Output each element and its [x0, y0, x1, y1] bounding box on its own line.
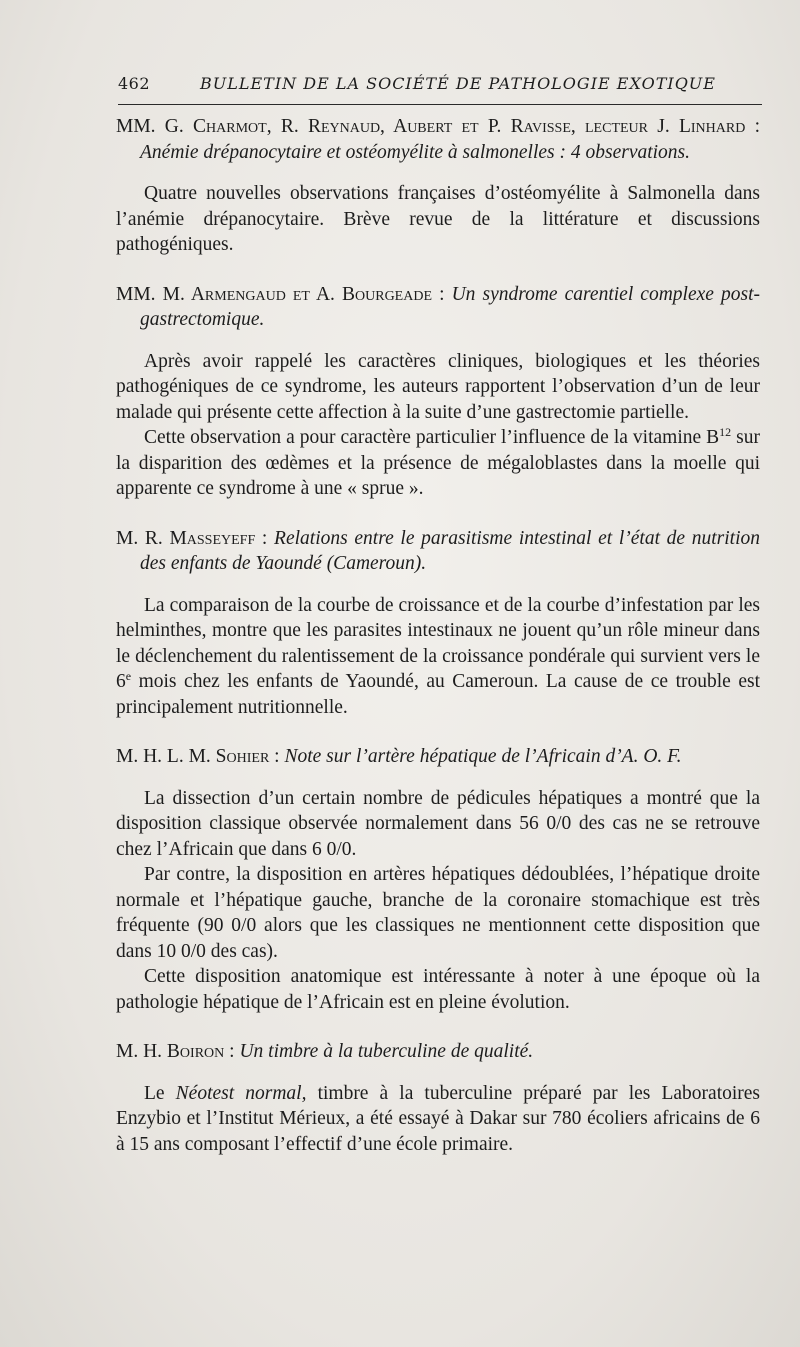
- entry-heading: [116, 526, 760, 577]
- paragraph-text: Le: [144, 1082, 165, 1104]
- communication-entry: [116, 114, 760, 258]
- entry-paragraph: Cette disposition anatomique est intéressante à noter à une époque où la pathologie hépatique de l’Africain est en pleine évolution.: [116, 966, 760, 1013]
- entry-heading: [116, 744, 760, 770]
- communication-entry: [116, 282, 760, 502]
- entry-authors: MM. M. Armengaud et A. Bourgeade :: [116, 283, 445, 305]
- entry-paragraph: La dissection d’un certain nombre de pédicules hépatiques a montré que la disposition classique observée normalement dans 56 0/0 des cas ne se retrouve chez l’Africain que dans 6 0/0.: [116, 787, 760, 860]
- entry-paragraph: [116, 1081, 760, 1158]
- article-body: [116, 114, 760, 1181]
- entry-heading: [116, 282, 760, 333]
- header-rule: [118, 104, 762, 105]
- communication-entry: [116, 744, 760, 1015]
- entry-title: Relations entre le parasitisme intestinal et l’état de nutrition des enfants de Yaoundé (Cameroun).: [140, 527, 761, 574]
- paragraph-text: mois chez les enfants de Yaoundé, au Cameroun. La cause de ce trouble est principalement nutritionnelle.: [116, 671, 760, 718]
- entry-title: Un syndrome carentiel complexe post-gastrectomique.: [140, 283, 760, 330]
- paragraph-text: La comparaison de la courbe de croissance et de la courbe d’infestation par les helminthes, montre que les parasites intestinaux ne jouent qu’un rôle mineur dans le déclenchement du ralentissement de la croissance pondérale qui survient vers le 6: [116, 594, 760, 692]
- entry-heading: [116, 114, 760, 165]
- entry-authors: M. H. Boiron :: [116, 1041, 235, 1062]
- running-header: [118, 74, 758, 104]
- entry-title: Un timbre à la tuberculine de qualité.: [239, 1041, 534, 1062]
- entry-authors: M. H. L. M. Sohier :: [116, 746, 280, 767]
- paragraph-text: sur la disparition des œdèmes et la présence de mégaloblastes dans la moelle qui apparente ce syndrome à une « sprue ».: [116, 427, 760, 499]
- entry-paragraph: Quatre nouvelles observations françaises d’ostéomyélite à Salmonella dans l’anémie drépanocytaire. Brève revue de la littérature et discussions pathogéniques.: [116, 183, 760, 255]
- entry-authors: M. R. Masseyeff :: [116, 527, 268, 549]
- communication-entry: [116, 526, 760, 721]
- entry-paragraph: Après avoir rappelé les caractères cliniques, biologiques et les théories pathogéniques de ce syndrome, les auteurs rapportent l’observation d’un de leur malade qui présente cette affection à la suite d’une gastrectomie partielle.: [116, 350, 760, 423]
- entry-authors: MM. G. Charmot, R. Reynaud, Aubert et P. Ravisse, lecteur J. Linhard :: [116, 116, 760, 137]
- superscript: 12: [719, 425, 732, 439]
- entry-paragraph: [116, 593, 760, 721]
- paragraph-text: timbre à la tuberculine préparé par les Laboratoires Enzybio et l’Institut Mérieux, a été essayé à Dakar sur 780 écoliers africains de 6 à 15 ans composant l’effectif d’une école primaire.: [116, 1082, 761, 1155]
- entry-heading: [116, 1039, 760, 1065]
- superscript: e: [125, 669, 132, 683]
- entry-title: Note sur l’artère hépatique de l’Africain d’A. O. F.: [284, 746, 682, 767]
- running-title: BULLETIN DE LA SOCIÉTÉ DE PATHOLOGIE EXOTIQUE: [200, 74, 716, 93]
- product-name: Néotest normal,: [175, 1082, 307, 1104]
- entry-paragraph: [116, 425, 760, 502]
- entry-paragraph: Par contre, la disposition en artères hépatiques dédoublées, l’hépatique droite normale et l’hépatique gauche, branche de la coronaire stomachique est très fréquente (90 0/0 alors que les classiques ne mentionnent cette disposition que dans 10 0/0 des cas).: [116, 864, 760, 962]
- entry-title: Anémie drépanocytaire et ostéomyélite à salmonelles : 4 observations.: [140, 141, 691, 163]
- page-number: 462: [118, 74, 151, 93]
- paragraph-text: Cette observation a pour caractère particulier l’influence de la vitamine B: [144, 427, 720, 448]
- communication-entry: [116, 1039, 760, 1157]
